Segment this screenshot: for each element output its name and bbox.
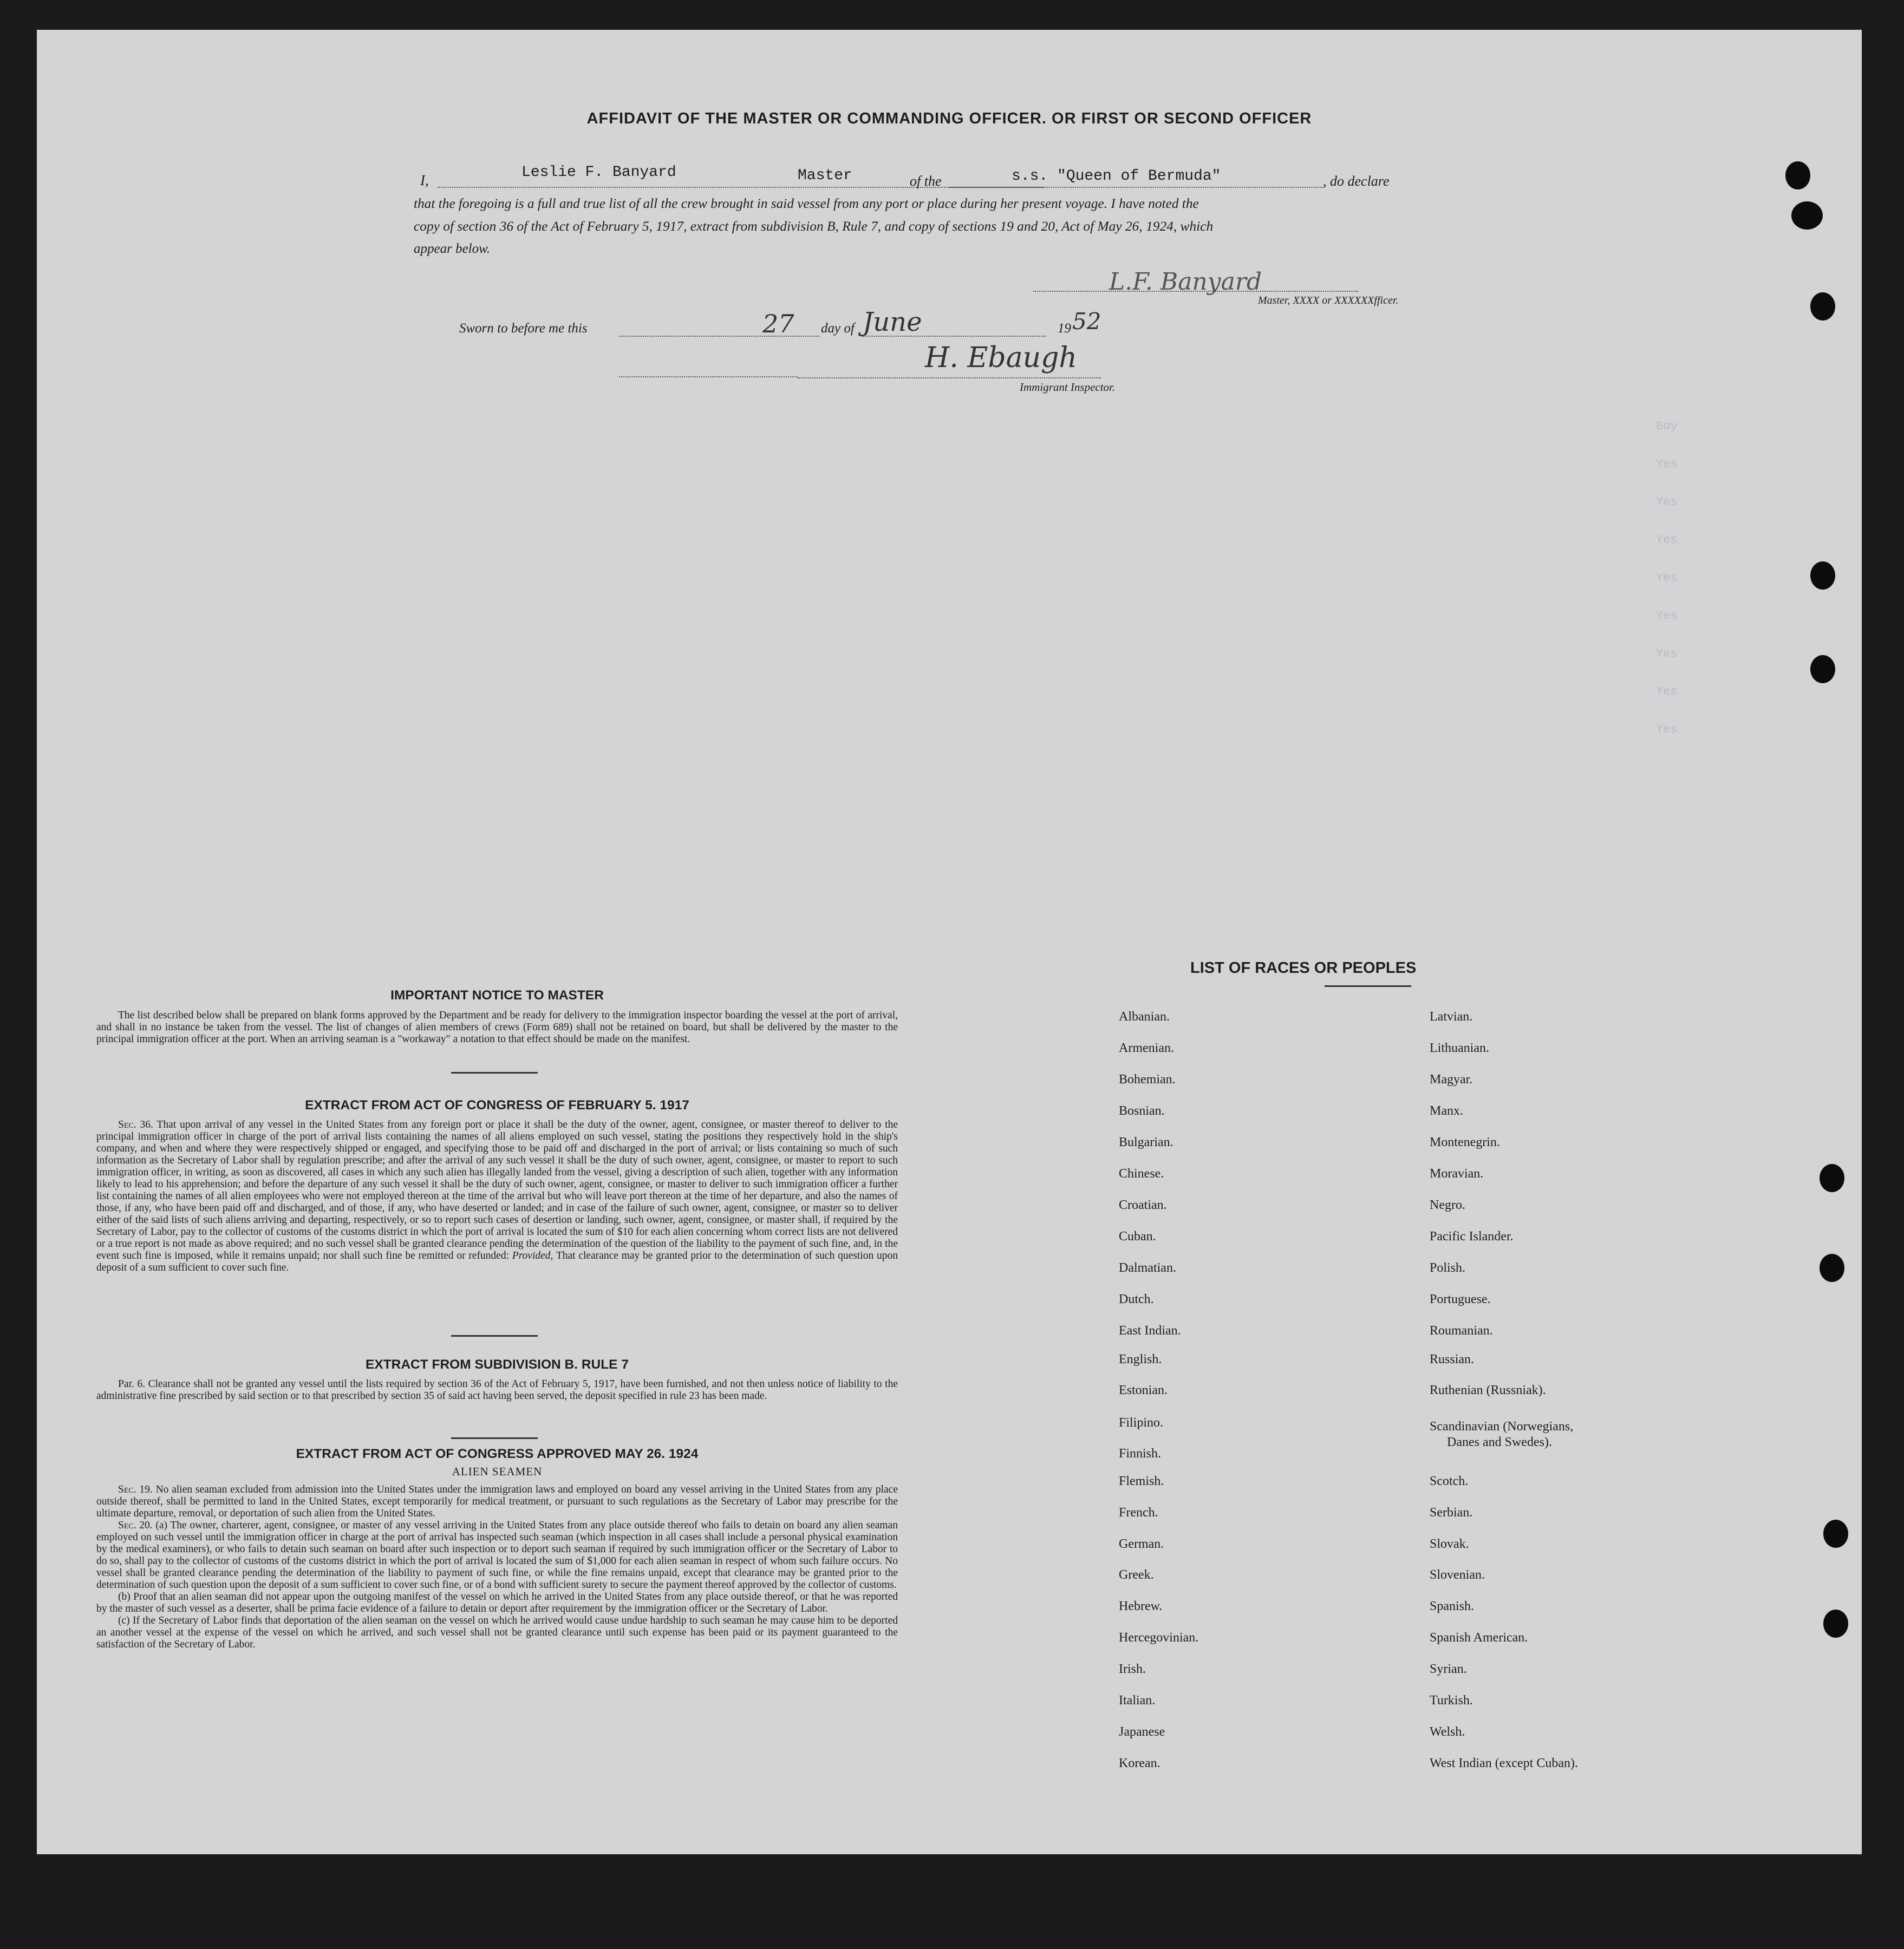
race-col1-item: Filipino. — [1119, 1416, 1164, 1430]
race-col2-item: Scandinavian (Norwegians, — [1430, 1420, 1574, 1434]
race-col2-item: Manx. — [1430, 1104, 1463, 1118]
affidavit-line-4: appear below. — [414, 241, 491, 256]
race-col2-item: Latvian. — [1430, 1010, 1473, 1024]
extract-1924-body: Sec. 19. No alien seaman excluded from admission into the United States under the immigration laws and employed on board any vessel arriving in the United States from any place outside thereof, shall be permitted to land in the United States, except temporarily for medical treatment, or pursuant to such regulations as the Secretary of Labor may prescribe for the ultimate departure, removal, or deportation of such alien from the United States. Sec. 20. (a) The owner, charterer, agent, consignee, or master of any vessel arriving in the United States from any place outside thereof who fails to detain on board any alien seaman employed on such vessel until the immigration officer in charge at the port of arrival has inspected such seaman (which inspection in all cases shall include a personal physical examination by the medical examiners), or who fails to detain such seaman on board after such inspection or to deport such seaman if required by such immigration officer or the Secretary of Labor to do so, shall pay to the collector of customs of the customs district in which the port of arrival is located the sum of $1,000 for each alien seaman in respect of whom such failure occurs. No vessel shall be granted clearance pending the determination of the liability to payment of such fine, or while the fine remains unpaid, except that clearance may be granted prior to the determination of such question upon the deposit of a sum sufficient to cover such fine, or of a bond with sufficient surety to secure the payment thereof approved by the collector of customs. (b) Proof that an alien seaman did not appear upon the outgoing manifest of the vessel on which he arrived in the United States from any place outside thereof, or that he was reported by the master of such vessel as a deserter, shall be prima facie evidence of a failure to detain or deport after requirement by the immigration officer or the Secretary of Labor. (c) If the Secretary of Labor finds that deportation of the alien seaman on the vessel on which he arrived would cause undue hardship to such seaman he may cause him to be deported an another vessel at the expense of the vessel on which he arrived, and such vessel shall not be granted clearance until such expense has been paid or its payment guaranteed to the satisfaction of the Secretary of Labor. — [96, 1484, 898, 1650]
race-col1-item: Croatian. — [1119, 1198, 1167, 1212]
race-col2-item: Pacific Islander. — [1430, 1229, 1514, 1244]
day-value: 27 — [762, 309, 794, 338]
affidavit-title: AFFIDAVIT OF THE MASTER OR COMMANDING OFFICER. OR FIRST OR SECOND OFFICER — [586, 110, 1312, 127]
race-col2-item: Roumanian. — [1430, 1324, 1493, 1338]
signature-caption: Master, XXXX or XXXXXXfficer. — [1258, 295, 1399, 306]
punch-hole — [1791, 201, 1823, 230]
race-col1-item: Hercegovinian. — [1119, 1631, 1199, 1645]
punch-hole — [1810, 561, 1835, 590]
race-col1-item: Chinese. — [1119, 1167, 1164, 1181]
race-col1-item: Bohemian. — [1119, 1072, 1176, 1087]
race-col2-item: Welsh. — [1430, 1725, 1465, 1739]
race-col2-item: Polish. — [1430, 1261, 1466, 1275]
race-col1-item: Japanese — [1119, 1725, 1165, 1739]
of-the-label: of the — [910, 173, 942, 189]
race-col1-item: Italian. — [1119, 1693, 1156, 1708]
affidavit-line-3: copy of section 36 of the Act of February 5, 1917, extract from subdivision B, Rule 7, and copy of sections 19 and 20, Act of May 26, 1924, which — [414, 219, 1214, 234]
punch-hole — [1810, 292, 1835, 321]
section-divider — [451, 1072, 538, 1074]
inspector-signature: H. Ebaugh — [925, 342, 1077, 374]
races-title: LIST OF RACES OR PEOPLES — [1190, 959, 1417, 977]
race-col1-item: Bulgarian. — [1119, 1135, 1173, 1149]
section-divider — [451, 1437, 538, 1439]
punch-hole — [1785, 161, 1810, 189]
extract-1917-title: EXTRACT FROM ACT OF CONGRESS OF FEBRUARY 5. 1917 — [305, 1098, 689, 1113]
race-col2-item: Ruthenian (Russniak). — [1430, 1383, 1546, 1397]
race-col2-item: Spanish. — [1430, 1599, 1475, 1613]
race-col1-item: Bosnian. — [1119, 1104, 1165, 1118]
race-col2-item: Magyar. — [1430, 1072, 1473, 1087]
race-col2-item: Negro. — [1430, 1198, 1465, 1212]
year-value: 52 — [1072, 308, 1101, 335]
race-col1-item: German. — [1119, 1537, 1164, 1551]
extract-1924-title: EXTRACT FROM ACT OF CONGRESS APPROVED MAY 26. 1924 — [296, 1447, 699, 1461]
race-col2-item: Spanish American. — [1430, 1631, 1528, 1645]
inspector-caption: Immigrant Inspector. — [1020, 381, 1116, 394]
punch-hole — [1823, 1520, 1848, 1548]
race-col2-item: Syrian. — [1430, 1662, 1467, 1676]
punch-hole — [1823, 1610, 1848, 1638]
race-col1-item: Estonian. — [1119, 1383, 1168, 1397]
race-col2-item: Russian. — [1430, 1352, 1475, 1366]
race-col2-item: Montenegrin. — [1430, 1135, 1500, 1149]
notice-body: The list described below shall be prepared on blank forms approved by the Department and be ready for delivery to the immigration inspector boarding the vessel at the port of arrival, and shall in no instance be taken from the vessel. The list of changes of alien members of crews (Form 689) shall not be retained on board, but shall be delivered by the master to the principal immigration officer at the port. When an arriving seaman is a "workaway" a notation to that effect should be made on the manifest. — [96, 1010, 898, 1045]
race-col2-item: West Indian (except Cuban). — [1430, 1756, 1578, 1770]
extract-1924-subtitle: ALIEN SEAMEN — [452, 1465, 543, 1478]
vessel-name: s.s. "Queen of Bermuda" — [1012, 168, 1221, 185]
master-rank: Master — [798, 167, 852, 184]
race-col1-item: Finnish. — [1119, 1447, 1162, 1461]
punch-hole — [1810, 655, 1835, 683]
race-col2-item-continued: Danes and Swedes). — [1447, 1435, 1552, 1449]
race-col1-item: English. — [1119, 1352, 1162, 1366]
race-col2-item: Slovak. — [1430, 1537, 1469, 1551]
race-col2-item: Turkish. — [1430, 1693, 1473, 1708]
race-col2-item: Slovenian. — [1430, 1568, 1485, 1582]
race-col1-item: East Indian. — [1119, 1324, 1181, 1338]
vessel-line — [949, 187, 1323, 188]
master-name: Leslie F. Banyard — [521, 164, 676, 181]
race-col1-item: Irish. — [1119, 1662, 1146, 1676]
day-of-label: day of — [821, 321, 855, 336]
race-col2-item: Lithuanian. — [1430, 1041, 1489, 1055]
race-col1-item: Flemish. — [1119, 1474, 1164, 1488]
month-value: June — [863, 307, 922, 337]
races-title-divider — [1325, 985, 1411, 987]
race-col1-item: Greek. — [1119, 1568, 1154, 1582]
race-col2-item: Scotch. — [1430, 1474, 1469, 1488]
document-page: Boy Yes Yes Yes Yes Yes Yes Yes Yes AFFIDAVIT OF THE MASTER OR COMMANDING OFFICER. OR FIRST OR SECOND OFFICER I, Leslie F. Banyard Master of the s.s. "Queen of Bermuda" , do declare that the foregoing is a full and true list of all the crew brought in said vessel from any port or place during her present voyage. I have noted the copy of section 36 of the Act of February 5, 1917, extract from subdivision B, Rule 7, and copy of sections 19 and 20, Act of May 26, 1924, which appear below. L.F. Banyard Master, XXXX or XXXXXXfficer. Sworn to before me this 27 day of June 19 52 H. Ebaugh Immigrant Inspector. IMPORTANT NOTICE TO MASTER The list described below shall be prepared on blank forms approved by the Department and be ready for delivery to the immigration inspector boarding the vessel at the port of arrival, and shall in no instance be taken from the vessel. The list of changes of alien members of crews (Form 689) shall not be retained on board, but shall be delivered by the master to the principal immigration officer at the port. When an arriving seaman is a "workaway" a notation to that effect should be made on the manifest. EXTRACT FROM ACT OF CONGRESS OF FEBRUARY 5. 1917 Sec. 36. That upon arrival of any vessel in the United States from any foreign port or place it shall be the duty of the owner, agent, consignee, or master thereof to deliver to the principal immigration officer in charge of the port of arrival lists containing the names of all aliens employed on such vessel, stating the positions they respectively hold in the ship's company, and when and where they were respectively shipped or engaged, and specifying those to be paid off and discharged in the port of arrival; or lists containing so much of such information as the Secretary of Labor shall by regulation prescribe; and after the arrival of any such vessel it shall be the duty of such owner, agent, consignee, or master to report to such immigration officer, in writing, as soon as discovered, all cases in which any such alien has illegally landed from the vessel, giving a description of such alien, together with any information likely to lead to his apprehension; and before the departure of any such vessel it shall be the duty of such owner, agent, consignee, or master to deliver to such immigration officer a further list containing the names of all alien employees who were not employed thereon at the time of the arrival but who will leave port thereon at the time of her departure, and also the names of those, if any, who have been paid off and discharged, and of those, if any, who have deserted or landed; and in case of the failure of such owner, agent, consignee, or master so to deliver either of the said lists of such aliens arriving and departing, respectively, or so to report such cases of desertion or landing, such owner, agent, consignee, or master shall, if required by the Secretary of Labor, pay to the collector of customs of the customs district in which the port of arrival is located the sum of $10 for each alien concerning whom correct lists are not delivered or a true report is not made as above required; and no such vessel shall be granted clearance pending the determination of the question of the liability to the payment of such fine, and, in the event such fine is imposed, while it remains unpaid; nor shall such fine be remitted or refunded: Provided, That clearance may be granted prior to the determination of such question upon deposit of a sum sufficient to cover such fine. EXTRACT FROM SUBDIVISION B. RULE 7 Par. 6. Clearance shall not be granted any vessel until the lists required by section 36 of the Act of February 5, 1917, have been furnished, and not then unless notice of liability to the administrative fine prescribed by said section or to that prescribed by section 35 of said act having been served, the deposit specified in rule 23 has been made. EXTRACT FROM ACT OF CONGRESS APPROVED MAY 26. 1924 ALIEN SEAMEN Sec. 19. No alien seaman excluded from admission into the United States under the immigration laws and employed on board any vessel arriving in the United States from any place outside thereof, shall be permitted to land in the United States, except temporarily for medical treatment, or pursuant to such regulations as the Secretary of Labor may prescribe for the ultimate departure, removal, or deportation of such alien from the United States. Sec. 20. (a) The owner, charterer, agent, consignee, or master of any vessel arriving in the United States from any place outside thereof who fails to detain on board any alien seaman employed on such vessel until the immigration officer in charge at the port of arrival has inspected such seaman (which inspection in all cases shall include a personal physical examination by the medical examiners), or who fails to detain such seaman on board after such inspection or to deport such seaman if required by such immigration officer or the Secretary of Labor to do so, shall pay to the collector of customs of the customs district in which the port of arrival is located the sum of $1,000 for each alien seaman in respect of whom such failure occurs. No vessel shall be granted clearance pending the determination of the liability to payment of such fine, or while the fine remains unpaid, except that clearance may be granted prior to the determination of such question upon the deposit of a sum sufficient to cover such fine, or of a bond with sufficient surety to secure the payment thereof approved by the collector of customs. (b) Proof that an alien seaman did not appear upon the outgoing manifest of the vessel on which he arrived in the United States from any place outside thereof, or that he was reported by the master of such vessel as a deserter, shall be prima facie evidence of a failure to detain or deport after requirement by the immigration officer or the Secretary of Labor. (c) If the Secretary of Labor finds that deportation of the alien seaman on the vessel on which he arrived would cause undue hardship to such seaman he may cause him to be deported an another vessel at the expense of the vessel on which he arrived, and such vessel shall not be granted clearance until such expense has been paid or its payment guaranteed to the satisfaction of the Secretary of Labor. LIST OF RACES OR PEOPLES Albanian. Armenian. Bohemian. Bosnian. Bulgarian. Chinese. Croatian. Cuban. Dalmatian. Dutch. East Indian. English. Estonian. Filipino. Finnish. Flemish. French. German. Greek. Hebrew. Hercegovinian. Irish. Italian. Japanese Korean. Latvian. Lithuanian. Magyar. Manx. Montenegrin. Moravian. Negro. Pacific Islander. Polish. Portuguese. Roumanian. Russian. Ruthenian (Russniak). Scandinavian (Norwegians, Danes and Swedes). Scotch. Serbian. Slovak. Slovenian. Spanish. Spanish American. Syrian. Turkish. Welsh. West Indian (except Cuban). — [37, 30, 1862, 1854]
inspector-line — [798, 377, 1101, 378]
rule7-body: Par. 6. Clearance shall not be granted any vessel until the lists required by section 36 of the Act of February 5, 1917, have been furnished, and not then unless notice of liability to the administrative fine prescribed by said section or to that prescribed by section 35 of said act having been served, the deposit specified in rule 23 has been made. — [96, 1378, 898, 1402]
extract-1917-body: Sec. 36. That upon arrival of any vessel in the United States from any foreign port or place it shall be the duty of the owner, agent, consignee, or master thereof to deliver to the principal immigration officer in charge of the port of arrival lists containing the names of all aliens employed on such vessel, stating the positions they respectively hold in the ship's company, and when and where they were respectively shipped or engaged, and specifying those to be paid off and discharged in the port of arrival; or lists containing so much of such information as the Secretary of Labor shall by regulation prescribe; and after the arrival of any such vessel it shall be the duty of such owner, agent, consignee, or master to report to such immigration officer, in writing, as soon as discovered, all cases in which any such alien has illegally landed from the vessel, giving a description of such alien, together with any information likely to lead to his apprehension; and before the departure of any such vessel it shall be the duty of such owner, agent, consignee, or master to deliver to such immigration officer a further list containing the names of all alien employees who were not employed thereon at the time of the arrival but who will leave port thereon at the time of her departure, and also the names of those, if any, who have been paid off and discharged, and of those, if any, who have deserted or landed; and in case of the failure of such owner, agent, consignee, or master so to deliver either of the said lists of such aliens arriving and departing, respectively, or so to report such cases of desertion or landing, such owner, agent, consignee, or master shall, if required by the Secretary of Labor, pay to the collector of customs of the customs district in which the port of arrival is located the sum of $10 for each alien concerning whom correct lists are not delivered or a true report is not made as above required; and no such vessel shall be granted clearance pending the determination of the question of the liability to the payment of such fine, and, in the event such fine is imposed, while it remains unpaid; nor shall such fine be remitted or refunded: Provided, That clearance may be granted prior to the determination of such question upon deposit of a sum sufficient to cover such fine. — [96, 1119, 898, 1273]
race-col1-item: Dalmatian. — [1119, 1261, 1176, 1275]
section-divider — [451, 1335, 538, 1337]
inspector-blank-line — [619, 376, 798, 377]
race-col2-item: Moravian. — [1430, 1167, 1484, 1181]
master-signature: L.F. Banyard — [1109, 268, 1262, 296]
race-col1-item: Albanian. — [1119, 1010, 1170, 1024]
do-declare-label: , do declare — [1323, 173, 1390, 189]
affidavit-prefix: I, — [420, 172, 429, 188]
race-col1-item: Armenian. — [1119, 1041, 1174, 1055]
year-prefix: 19 — [1058, 321, 1071, 336]
punch-hole — [1820, 1254, 1844, 1282]
affidavit-line-2: that the foregoing is a full and true list of all the crew brought in said vessel from any port or place during her present voyage. I have noted the — [414, 196, 1199, 211]
race-col1-item: Korean. — [1119, 1756, 1160, 1770]
race-col1-item: Dutch. — [1119, 1292, 1154, 1306]
race-col1-item: Hebrew. — [1119, 1599, 1163, 1613]
race-col2-item: Serbian. — [1430, 1506, 1473, 1520]
race-col1-item: French. — [1119, 1506, 1158, 1520]
signature-line — [1033, 291, 1358, 292]
punch-hole — [1820, 1164, 1844, 1192]
race-col1-item: Cuban. — [1119, 1229, 1156, 1244]
race-col2-item: Portuguese. — [1430, 1292, 1491, 1306]
rule7-title: EXTRACT FROM SUBDIVISION B. RULE 7 — [366, 1357, 629, 1372]
sworn-label: Sworn to before me this — [459, 321, 588, 336]
notice-title: IMPORTANT NOTICE TO MASTER — [390, 988, 604, 1003]
